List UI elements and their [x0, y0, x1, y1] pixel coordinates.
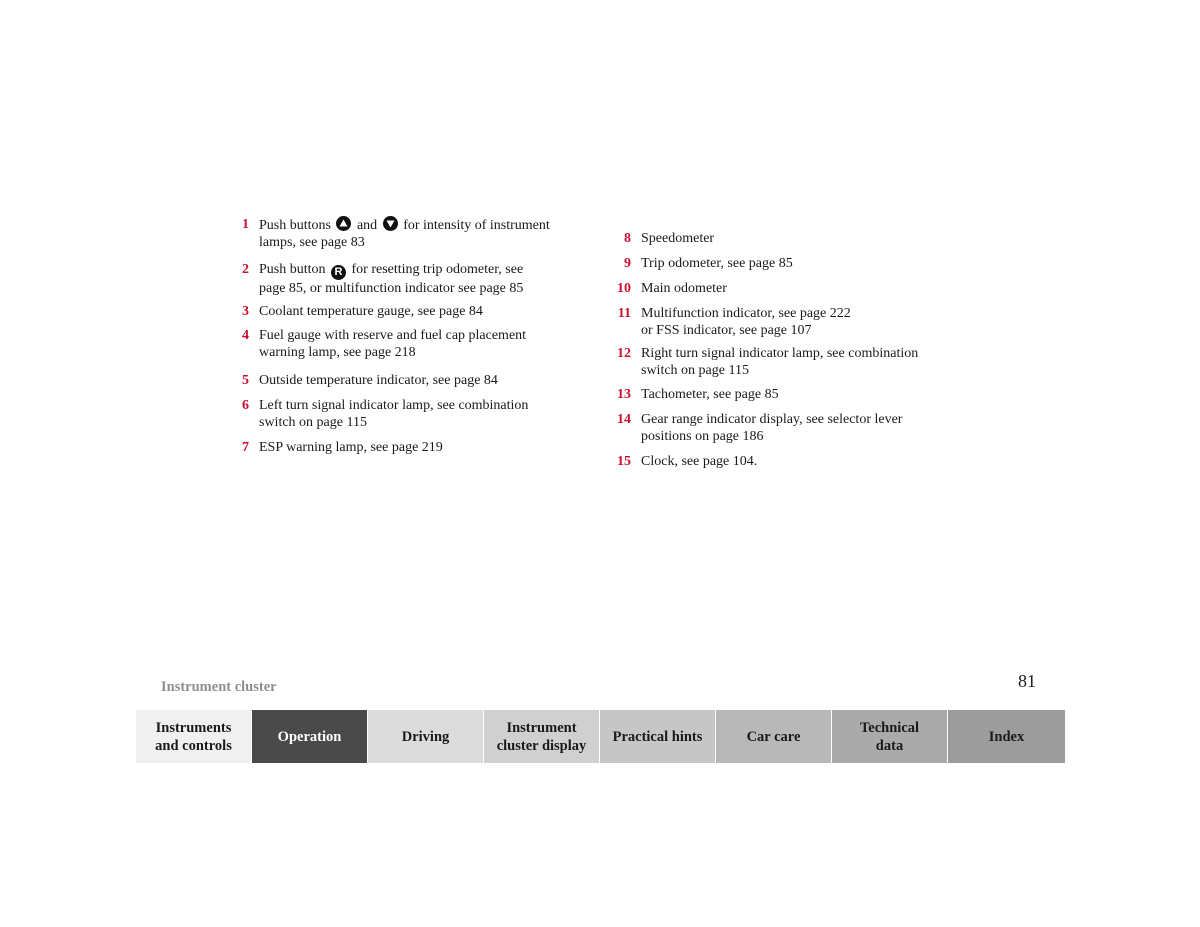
page-number: 81: [1018, 671, 1036, 691]
item-text: Main odometer: [641, 281, 727, 296]
list-item-9: [624, 255, 793, 272]
tab-car-care[interactable]: [716, 710, 832, 763]
triangle-down-icon: [383, 216, 398, 231]
list-item-13: [617, 386, 779, 403]
item-text: Clock, see page 104.: [641, 454, 758, 469]
item-number: 15: [617, 454, 631, 469]
item-number: 10: [617, 281, 631, 296]
item-text: Coolant temperature gauge, see page 84: [259, 304, 483, 319]
tab-index[interactable]: [948, 710, 1065, 763]
item-text: Fuel gauge with reserve and fuel cap placement: [259, 328, 527, 343]
tab-operation[interactable]: [252, 710, 368, 763]
tab-label: Instrument cluster display: [496, 719, 587, 754]
tab-label: Car care: [746, 728, 801, 745]
tab-driving[interactable]: [368, 710, 484, 763]
triangle-up-icon: [336, 216, 351, 231]
item-number: 1: [242, 217, 249, 232]
item-text: Push buttons: [259, 218, 331, 233]
list-item-10: [617, 280, 727, 297]
tab-label: Operation: [277, 728, 342, 745]
item-text: Push button: [259, 262, 326, 277]
list-item-3: [242, 303, 483, 320]
tab-label: Driving: [401, 728, 450, 745]
item-number: 3: [242, 304, 249, 319]
list-item-12: [617, 345, 919, 379]
item-text: Gear range indicator display, see selector lever: [641, 412, 903, 427]
tab-label: Instruments and controls: [155, 719, 232, 754]
list-item-7: [242, 439, 443, 456]
tab-label: Technical data: [859, 719, 920, 754]
item-text: for resetting trip odometer, see: [351, 262, 524, 277]
tab-label: Practical hints: [612, 728, 703, 745]
item-text: for intensity of instrument: [403, 218, 550, 233]
item-text-line2: or FSS indicator, see page 107: [641, 323, 812, 338]
list-item-6: [242, 397, 529, 431]
section-title: Instrument cluster: [161, 679, 277, 695]
item-text-line2: switch on page 115: [259, 415, 367, 430]
item-number: 2: [242, 262, 249, 277]
item-number: 6: [242, 398, 249, 413]
list-item-14: [617, 411, 903, 445]
item-text: Left turn signal indicator lamp, see combination: [259, 398, 529, 413]
item-number: 5: [242, 373, 249, 388]
item-number: 13: [617, 387, 631, 402]
tab-practical-hints[interactable]: [600, 710, 716, 763]
tab-instrument-cluster-display[interactable]: [484, 710, 600, 763]
item-text-line2: positions on page 186: [641, 429, 764, 444]
item-text: Multifunction indicator, see page 222: [641, 306, 851, 321]
item-number: 7: [242, 440, 249, 455]
list-item-5: [242, 372, 498, 389]
list-item-8: [624, 230, 715, 247]
item-number: 8: [624, 231, 631, 246]
tab-technical-data[interactable]: [832, 710, 948, 763]
item-text-line2: switch on page 115: [641, 363, 749, 378]
item-text-line2: warning lamp, see page 218: [259, 345, 416, 360]
item-text: Right turn signal indicator lamp, see combination: [641, 346, 919, 361]
chapter-nav-bar: [136, 710, 1065, 763]
item-text: Speedometer: [641, 231, 715, 246]
item-text: Tachometer, see page 85: [641, 387, 779, 402]
list-item-4: [242, 327, 527, 361]
list-item-2: [242, 261, 524, 297]
list-item-15: [617, 453, 758, 470]
tab-label: Index: [988, 728, 1025, 745]
list-item-11: [617, 305, 851, 339]
item-text: and: [356, 218, 378, 233]
item-text: ESP warning lamp, see page 219: [259, 440, 443, 455]
item-text-line2: page 85, or multifunction indicator see page 85: [259, 281, 524, 296]
list-item-1: [242, 216, 550, 251]
reset-r-icon: R: [331, 265, 346, 280]
item-number: 11: [617, 306, 631, 321]
item-number: 12: [617, 346, 631, 361]
item-number: 4: [242, 328, 249, 343]
item-text-line2: lamps, see page 83: [259, 235, 365, 250]
item-number: 9: [624, 256, 631, 271]
item-text: Trip odometer, see page 85: [641, 256, 793, 271]
item-number: 14: [617, 412, 631, 427]
item-text: Outside temperature indicator, see page 84: [259, 373, 498, 388]
tab-instruments-and-controls[interactable]: [136, 710, 252, 763]
